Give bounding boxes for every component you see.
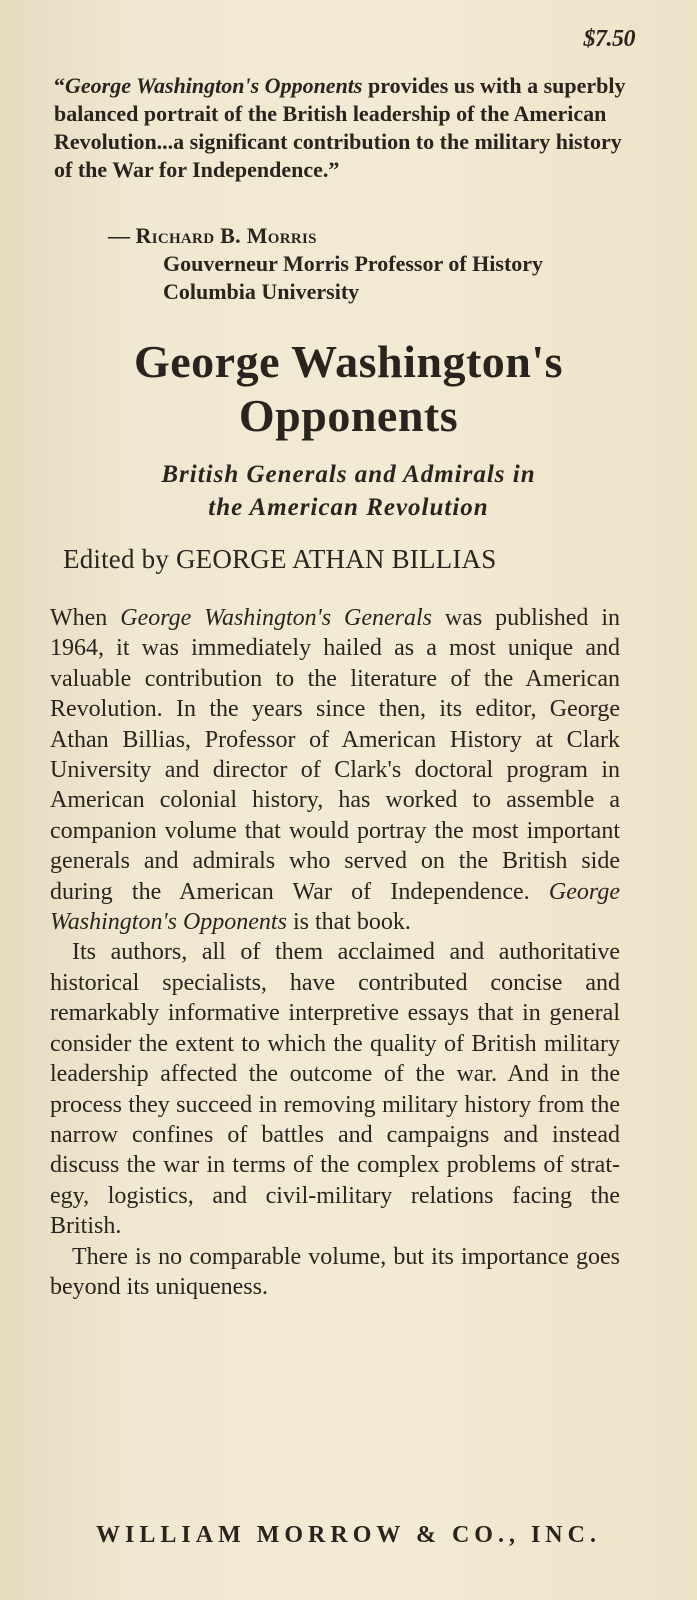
book-title-line-2: Opponents: [238, 390, 459, 441]
reviewer-affiliation: Columbia University: [163, 279, 360, 304]
book-subtitle-line-2: the American Revolution: [208, 494, 489, 521]
description-paragraph-2: Its authors, all of them acclaimed and authoritative historical specialists, have contributed concise and remarkably informative interpretive essays that in general consider the extent to which the quality of British military leadership affected the outcome of the war. And in the process they succeed in removing military history from the narrow confines of battles and campaigns and instead discuss the war in terms of the complex problems of strategy, logistics, and civil-military relations facing the British.: [50, 939, 620, 1240]
p1-book-title: George Washington's Generals: [120, 605, 432, 631]
p1-book-title-2: George Washington's Opponents: [50, 878, 620, 936]
book-title: [0, 335, 697, 443]
book-subtitle-line-1: British Generals and Admirals in: [161, 461, 536, 488]
quote-open-mark: “: [54, 73, 65, 98]
p1-end: is that book.: [286, 909, 411, 936]
description-paragraph-3: There is no comparable volume, but its importance goes beyond its uniqueness.: [50, 1243, 620, 1300]
publisher-imprint: WILLIAM MORROW & CO., INC.: [96, 1522, 601, 1548]
attribution-dash: —: [108, 223, 136, 248]
p1-text: was published in 1964, it was immediately hailed as a most unique and valuable contribution to the literature of the American Revolution. In the years since then, its editor, George Athan Billias, Professor of American History at Clark University and director of Clark's doctoral program in American colonial history, has worked to assemble a companion volume that would portray the most important generals and admirals who served on the British side during the American War of Independence.: [50, 605, 620, 905]
review-quote: [54, 72, 629, 184]
book-title-line-1: George Washington's: [133, 336, 564, 387]
price-label: $7.50: [583, 26, 635, 52]
quote-attribution: [108, 222, 648, 306]
editor-credit: Edited by GEORGE ATHAN BILLIAS: [63, 544, 497, 574]
description-paragraph-1: [50, 603, 620, 937]
p1-lead: When: [50, 605, 121, 631]
book-subtitle: [0, 458, 697, 524]
description-body: [50, 603, 620, 1302]
reviewer-name: Richard B. Morris: [135, 223, 317, 248]
quote-text: provides us with a superbly balanced portrait of the British leadership of the American Revolution...a significant contribution to the military history of the War for Independence.”: [54, 73, 626, 182]
reviewer-title: Gouverneur Morris Professor of History: [163, 251, 544, 276]
quote-book-title: George Washington's Opponents: [65, 73, 363, 98]
